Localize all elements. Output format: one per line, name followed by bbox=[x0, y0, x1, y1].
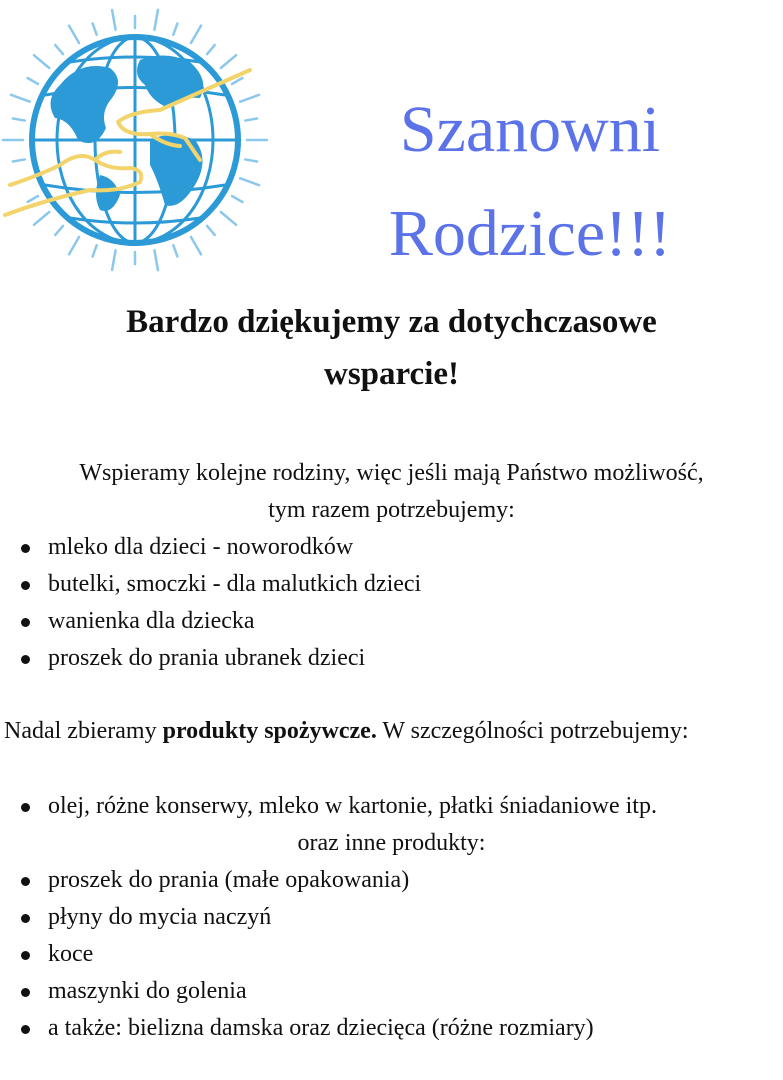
list-item: płyny do mycia naczyń bbox=[0, 899, 594, 936]
thank-you-heading bbox=[0, 296, 783, 400]
baby-items-list bbox=[0, 529, 421, 677]
food-bold: produkty spożywcze. bbox=[162, 718, 377, 744]
subheading-line-1: Bardzo dziękujemy za dotychczasowe bbox=[126, 304, 657, 340]
page-title bbox=[340, 78, 720, 286]
intro-line-1: Wspieramy kolejne rodziny, więc jeśli mają Państwo możliwość, bbox=[79, 460, 704, 486]
list-item: koce bbox=[0, 936, 594, 973]
food-items-list bbox=[0, 788, 657, 825]
subheading-line-2: wsparcie! bbox=[323, 356, 460, 392]
food-suffix: W szczególności potrzebujemy: bbox=[376, 718, 689, 744]
globe-with-hands-icon bbox=[0, 0, 270, 285]
other-products-intro: oraz inne produkty: bbox=[297, 830, 486, 856]
food-paragraph bbox=[4, 713, 689, 750]
list-item: proszek do prania (małe opakowania) bbox=[0, 862, 594, 899]
title-line-2: Rodzice!!! bbox=[388, 197, 672, 270]
food-prefix: Nadal zbieramy bbox=[4, 718, 163, 744]
intro-line-2: tym razem potrzebujemy: bbox=[268, 497, 515, 523]
list-item: butelki, smoczki - dla malutkich dzieci bbox=[0, 566, 421, 603]
list-item: proszek do prania ubranek dzieci bbox=[0, 640, 421, 677]
list-item: a także: bielizna damska oraz dziecięca (różne rozmiary) bbox=[0, 1010, 594, 1047]
list-item: olej, różne konserwy, mleko w kartonie, płatki śniadaniowe itp. bbox=[0, 788, 657, 825]
other-items-list bbox=[0, 862, 594, 1047]
title-line-1: Szanowni bbox=[399, 93, 661, 166]
intro-paragraph bbox=[0, 455, 783, 529]
list-item: maszynki do golenia bbox=[0, 973, 594, 1010]
list-item: mleko dla dzieci - noworodków bbox=[0, 529, 421, 566]
list-item: wanienka dla dziecka bbox=[0, 603, 421, 640]
